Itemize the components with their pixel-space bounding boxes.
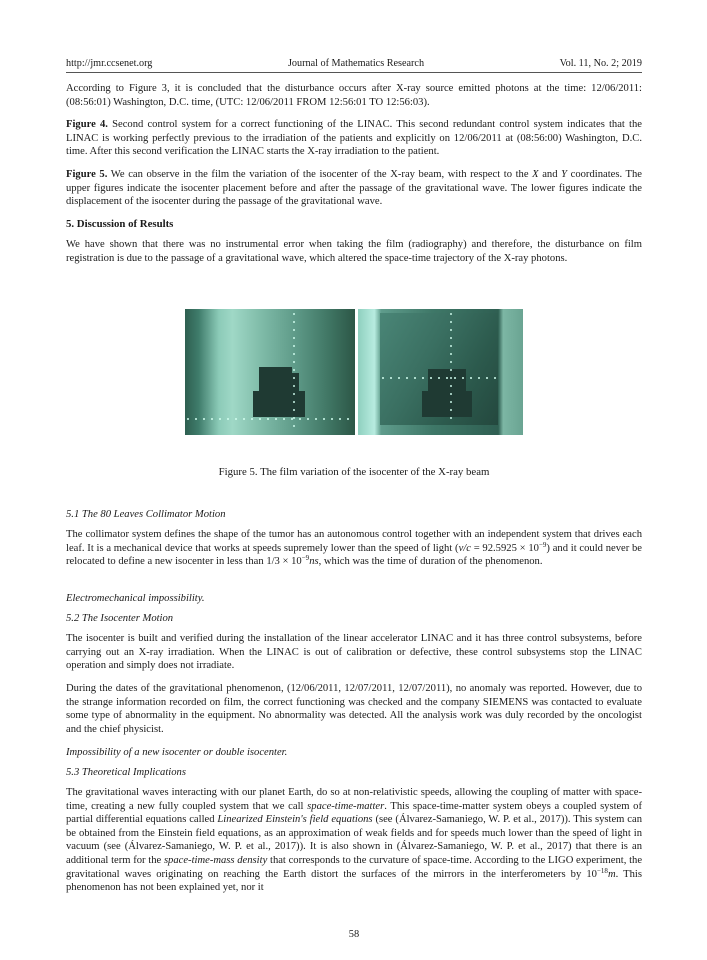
paragraph-collimator: The collimator system defines the shape of the tumor has an autonomous control together with an independent system that drives each leaf. It is a mechanical device that works at speeds supremely lower than the speed of light $(v/c = 92.5925 \times 10^{-9})$ and it could never be relocated to define a new isocenter in less than $1/3 \times 10^{-9}ns$, which was the time of duration of the phenomenon. [66,529,642,568]
crosshair-vertical [450,313,452,423]
crosshair-horizontal [187,418,353,420]
section-heading-discussion: 5. Discussion of Results [66,218,174,230]
paragraph-isocenter-1: The isocenter is built and verified during the installation of the linear accelerator LINAC and it has three control subsystems, before carrying out an X-ray irradiation. When the LINAC is out of calibration or defective, these control subsystems stop the LINAC operation and simply does not irradiate. [66,633,642,672]
film-image-right [358,309,523,435]
page-number: 58 [348,929,360,941]
paragraph-isocenter-2: During the dates of the gravitational phenomenon, (12/06/2011, 12/07/2011, 12/07/2011), no anomaly was reported. However, due to the strange information recorded on film, the correct functioning was checked and the company SIEMENS was contacted to evaluate some type of abnormality in the equipment. No abnormality was detected. All the analysis work was duly recorded by the oncologist and the chief physicist. [66,683,642,735]
film-image-left [185,309,355,435]
conclusion-isocenter: Impossibility of a new isocenter or double isocenter. [66,747,288,758]
volume-info: Vol. 11, No. 2; 2019 [559,58,642,69]
crosshair-horizontal [382,377,496,379]
paragraph-figure4-description: Figure 4. Second control system for a correct functioning of the LINAC. This second redundant control system indicates that the LINAC is working perfectly previous to the irradiation of the patients and explicitly on 12/06/2011 at (08:56:00) Washington, D.C. time. After this second verification the LINAC starts the X-ray irradiation to the patient. [66,119,642,158]
journal-name: Journal of Mathematics Research [287,58,425,69]
crosshair-vertical [293,313,295,433]
figure-5-film-images [185,309,523,435]
conclusion-electromechanical: Electromechanical impossibility. [66,593,205,604]
subsection-heading-isocenter: 5.2 The Isocenter Motion [66,613,174,624]
journal-url[interactable]: http://jmr.ccsenet.org [66,58,153,69]
paragraph-figure5-description: Figure 5. We can observe in the film the variation of the isocenter of the X-ray beam, with respect to the X and Y coordinates. The upper figures indicate the isocenter placement before and after the passage of the gravitational wave. The lower figures indicate the displacement of the isocenter during the passage of the gravitational wave. [66,169,642,208]
paragraph-discussion: We have shown that there was no instrumental error when taking the film (radiography) and therefore, the disturbance on film registration is due to the passage of a gravitational wave, which altered the space-time trajectory of the X-ray photons. [66,239,642,264]
figure5-label: Figure 5. [66,169,108,180]
subsection-heading-theoretical: 5.3 Theoretical Implications [66,767,186,778]
running-header [66,58,642,73]
paragraph-figure3-conclusion: According to Figure 3, it is concluded that the disturbance occurs after X-ray source emitted photons at the time: 12/06/2011: (08:56:01) Washington, D.C. time, (UTC: 12/06/2011 FROM 12:56:01 TO 12:56:03). [66,83,642,108]
figure4-label: Figure 4. [66,119,108,130]
subsection-heading-collimator: 5.1 The 80 Leaves Collimator Motion [66,509,226,520]
figure-caption: Figure 5. The film variation of the isocenter of the X-ray beam [218,465,490,478]
paragraph-theoretical: The gravitational waves interacting with our planet Earth, do so at non-relativistic speeds, allowing the coupling of matter with space-time, creating a new fully coupled system that we call space-time-matter. This space-time-matter system obeys a coupled system of partial differential equations called Linearized Einstein's field equations (see (Álvarez-Samaniego, W. P. et al., 2017)). This system can be obtained from the Einstein field equations, as an approximation of weak fields and for speeds much lower than the speed of light in vacuum (see (Álvarez-Samaniego, W. P. et al., 2017)). It is also shown in (Álvarez-Samaniego, W. P. et al., 2017) that there is an additional term for the space-time-mass density that corresponds to the curvature of space-time. According to the LIGO experiment, the gravitational waves originating on reaching the Earth distort the surfaces of the mirrors in the interferometers by $10^{-18}m$. This phenomenon has not been explained yet, nor it [66,787,643,894]
